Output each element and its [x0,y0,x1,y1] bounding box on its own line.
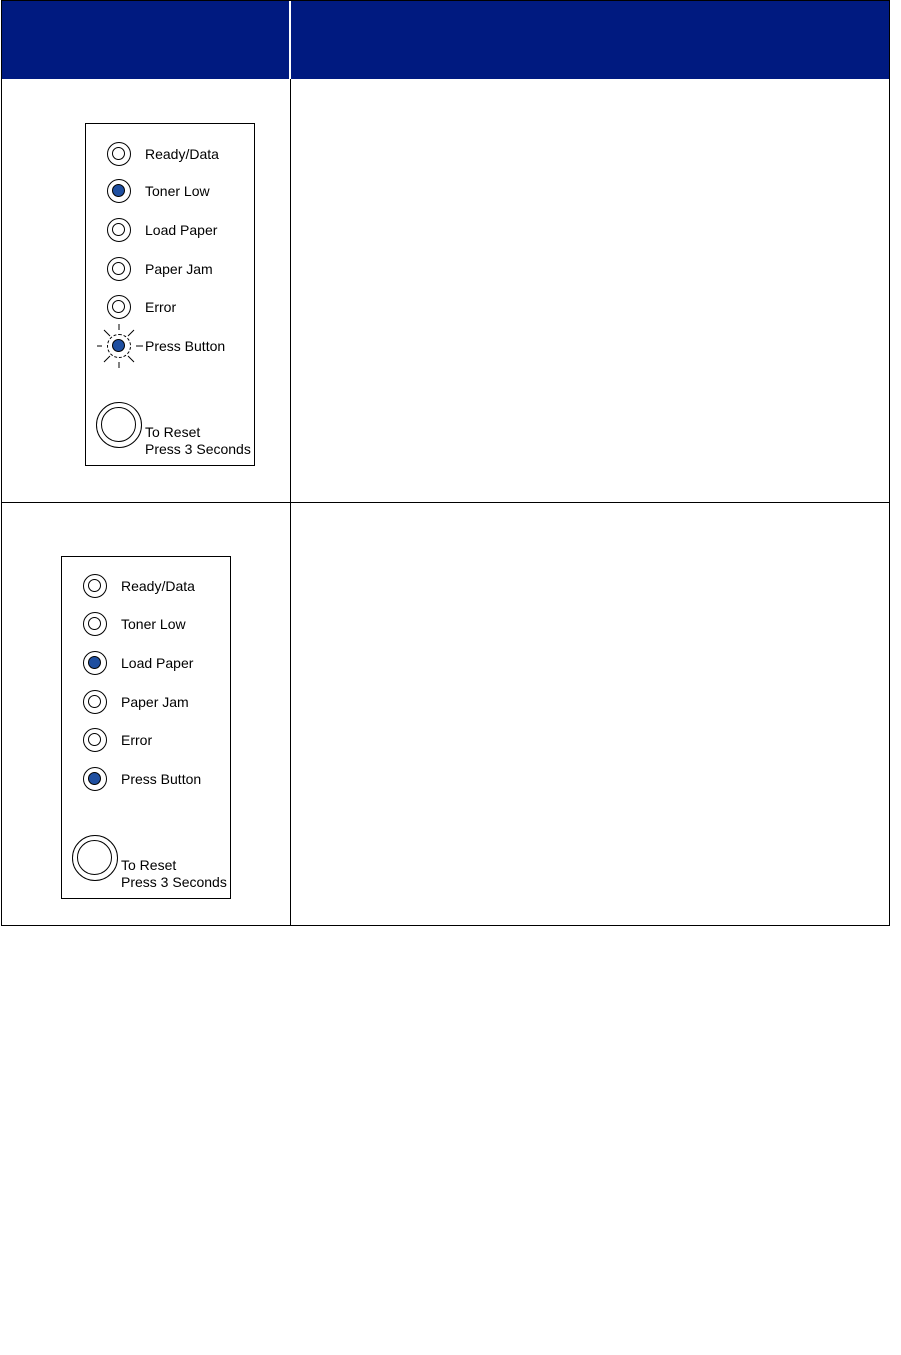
led-label: Paper Jam [145,261,213,277]
led-row-paper-jam [86,257,256,283]
header-cell-description [291,1,889,79]
led-label: Load Paper [121,655,194,671]
header-cell-light-sequence [2,1,289,79]
led-label: Error [145,299,177,315]
table-row [2,503,889,925]
led-label: Toner Low [145,183,210,199]
table-row [2,79,889,503]
led-label: Paper Jam [121,694,189,710]
toner-low-light-icon [107,179,131,203]
table-header [2,1,889,79]
led-label: Ready/Data [121,578,195,594]
error-light-icon [107,295,131,319]
reset-label-line2: Press 3 Seconds [121,874,227,890]
led-label: Ready/Data [145,146,219,162]
led-row-error [62,728,232,754]
led-label: Press Button [121,771,202,787]
reset-label-line2: Press 3 Seconds [145,441,251,457]
column-divider [290,79,291,925]
led-row-toner-low [86,179,256,205]
paper-jam-light-icon [107,257,131,281]
paper-jam-light-icon [83,690,107,714]
description-cell [292,503,889,925]
load-paper-light-icon [107,218,131,242]
light-sequence-table [1,0,890,926]
led-row-paper-jam [62,690,232,716]
ready-data-light-icon [83,574,107,598]
error-light-icon [83,728,107,752]
led-label: Toner Low [121,616,186,632]
led-row-load-paper [62,651,232,677]
load-paper-light-icon [83,651,107,675]
led-row-load-paper [86,218,256,244]
reset-label-line1: To Reset [145,424,201,440]
led-row-ready-data [62,574,232,600]
reset-button-icon [96,402,142,448]
led-row-ready-data [86,142,256,168]
led-row-press-button [62,767,232,793]
press-button-light-icon [107,334,131,358]
toner-low-light-icon [83,612,107,636]
operator-panel [85,123,255,466]
press-button-light-icon [83,767,107,791]
reset-button-icon [72,835,118,881]
led-row-toner-low [62,612,232,638]
led-row-press-button [86,334,256,360]
led-label: Load Paper [145,222,218,238]
operator-panel [61,556,231,899]
reset-label-line1: To Reset [121,857,177,873]
ready-data-light-icon [107,142,131,166]
description-cell [292,79,889,502]
led-label: Press Button [145,338,226,354]
led-row-error [86,295,256,321]
led-label: Error [121,732,153,748]
